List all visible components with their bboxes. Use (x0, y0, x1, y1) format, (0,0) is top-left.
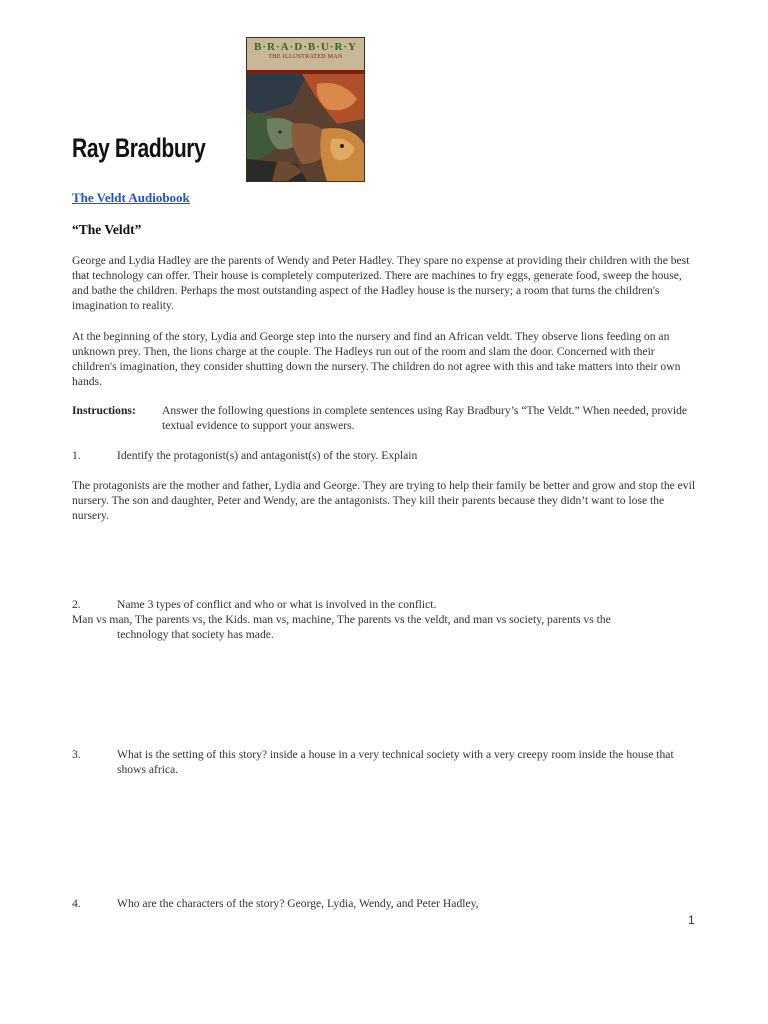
audiobook-link[interactable]: The Veldt Audiobook (72, 190, 190, 205)
answer-2-line-1: Man vs man, The parents vs, the Kids. man vs, machine, The parents vs the veldt, and man vs society, parents vs the (72, 613, 611, 626)
author-heading: Ray Bradbury (72, 133, 206, 163)
question-text: Who are the characters of the story? George, Lydia, Wendy, and Peter Hadley, (117, 897, 479, 910)
cover-title-band (247, 38, 364, 70)
answer-1: The protagonists are the mother and father, Lydia and George. They are trying to help their family be better and grow and stop the evil nursery. The son and daughter, Peter and Wendy, are the antagonists. They kill their parents because they didn’t want to lose the nursery. (72, 479, 696, 522)
question-text: Name 3 types of conflict and who or what is involved in the conflict. (117, 598, 437, 611)
page-number: 1 (688, 913, 695, 927)
story-title: “The Veldt” (72, 222, 142, 237)
instructions-label: Instructions: (72, 404, 136, 417)
question-number: 1. (72, 449, 81, 462)
question-text: What is the setting of this story? inside a house in a very technical society with a very creepy room inside the house that shows africa. (117, 748, 674, 776)
question-number: 3. (72, 748, 81, 761)
intro-paragraph-2: At the beginning of the story, Lydia and George step into the nursery and find an African veldt. They observe lions feeding on an unknown prey. Then, the lions charge at the couple. The Hadleys run out of the room and slam the door. Concerned with their children's imagination, they consider shutting down the nursery. The children do not agree with this and take matters into their own hands. (72, 330, 681, 388)
question-text: Identify the protagonist(s) and antagonist(s) of the story. Explain (117, 449, 418, 462)
cover-illustration (247, 74, 364, 181)
cover-subtitle: THE ILLUSTRATED MAN (268, 54, 343, 60)
question-number: 2. (72, 598, 81, 611)
question-number: 4. (72, 897, 81, 910)
intro-paragraph-1: George and Lydia Hadley are the parents of Wendy and Peter Hadley. They spare no expense at providing their children with the best that technology can offer. Their house is completely computerized. There are machines to fry eggs, generate food, sweep the house, and bathe the children. Perhaps the most outstanding aspect of the Hadley house is the nursery; a room that turns the children's imagination to reality. (72, 254, 690, 312)
instructions-text: Answer the following questions in complete sentences using Ray Bradbury’s “The Veldt.” When needed, provide textual evidence to support your answers. (162, 404, 688, 432)
book-cover-image (247, 38, 364, 181)
answer-2-line-2: technology that society has made. (117, 628, 274, 641)
answer-2 (72, 612, 697, 642)
cover-title: B·R·A·D·B·U·R·Y (253, 41, 358, 53)
